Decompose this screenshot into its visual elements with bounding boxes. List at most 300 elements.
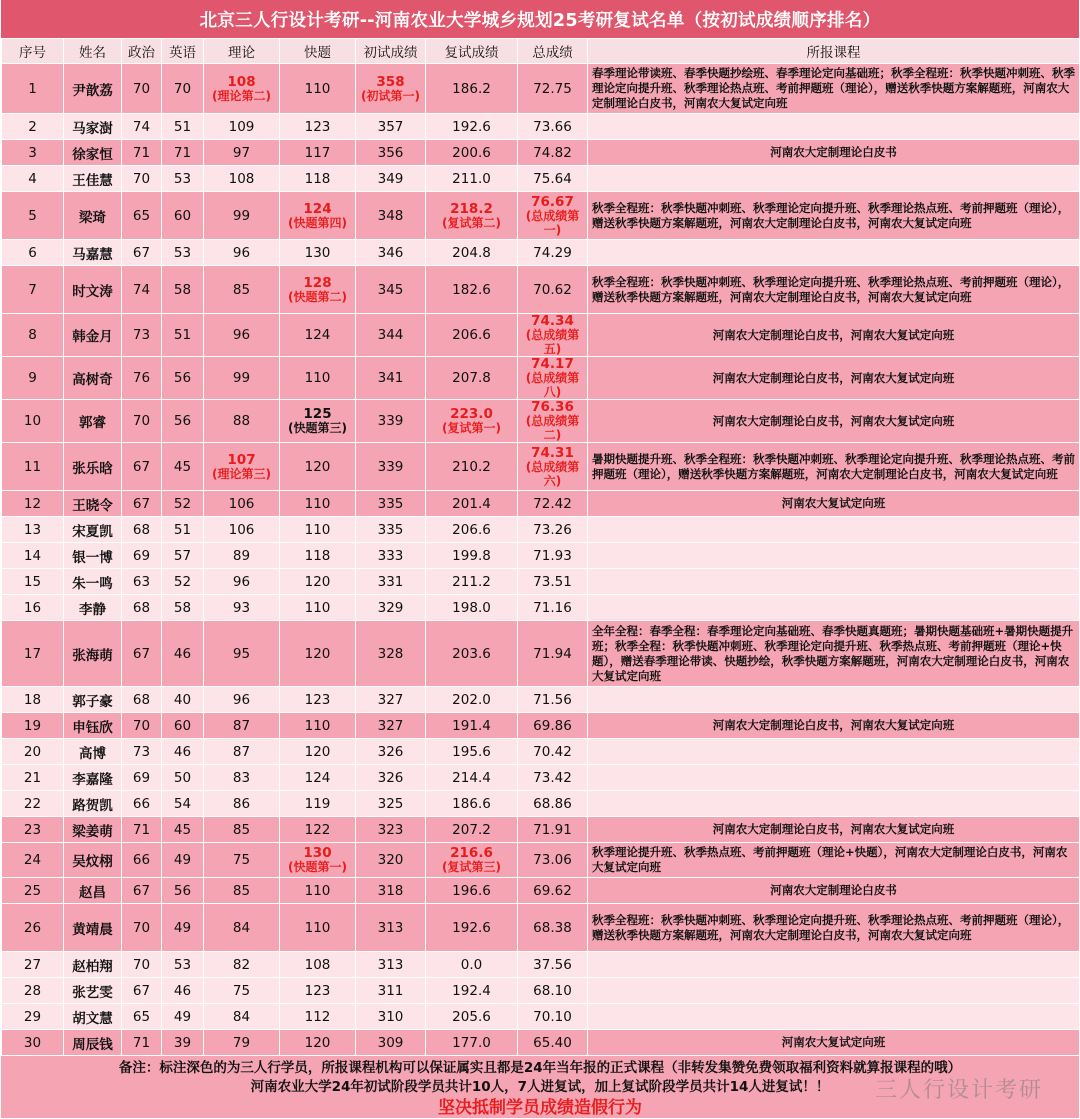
student-name: 赵柏翔 bbox=[64, 952, 122, 978]
course-list bbox=[588, 739, 1080, 765]
student-name: 吴炆栩 bbox=[64, 843, 122, 878]
retest-score: 182.6 bbox=[426, 266, 518, 314]
theory-score: 106 bbox=[204, 517, 280, 543]
total-score: 71.16 bbox=[518, 595, 588, 621]
total-score: 68.86 bbox=[518, 791, 588, 817]
english-score: 53 bbox=[162, 952, 204, 978]
english-score: 51 bbox=[162, 517, 204, 543]
retest-score: 206.6 bbox=[426, 314, 518, 357]
retest-score: 198.0 bbox=[426, 595, 518, 621]
total-score-note: (总成绩第八) bbox=[525, 371, 580, 399]
total-score-note: (总成绩第一) bbox=[525, 208, 580, 237]
total-score-note: (总成绩第六) bbox=[525, 459, 580, 488]
politics-score: 71 bbox=[122, 1030, 162, 1056]
row-number: 1 bbox=[2, 64, 64, 114]
row-number: 14 bbox=[2, 543, 64, 569]
retest-score: 199.8 bbox=[426, 543, 518, 569]
initial-score: 327 bbox=[356, 713, 426, 739]
header-row bbox=[2, 39, 1080, 64]
quick-design-score: 110 bbox=[280, 357, 356, 400]
row-number: 13 bbox=[2, 517, 64, 543]
english-score: 49 bbox=[162, 1004, 204, 1030]
english-score: 46 bbox=[162, 978, 204, 1004]
quick-design-score: 108 bbox=[280, 952, 356, 978]
total-score: 73.66 bbox=[518, 114, 588, 140]
total-score: 37.56 bbox=[518, 952, 588, 978]
quick-design-score-note: (快题第二) bbox=[288, 289, 347, 304]
retest-score-note: (复试第三) bbox=[442, 860, 501, 874]
politics-score: 68 bbox=[122, 687, 162, 713]
politics-score: 70 bbox=[122, 64, 162, 114]
initial-score: 327 bbox=[356, 687, 426, 713]
row-number: 30 bbox=[2, 1030, 64, 1056]
theory-score-value: 108 bbox=[227, 73, 256, 90]
initial-score: 331 bbox=[356, 569, 426, 595]
table-row bbox=[2, 739, 1080, 765]
retest-score-value: 216.6 bbox=[450, 845, 493, 861]
politics-score: 67 bbox=[122, 240, 162, 266]
total-score-value: 74.31 bbox=[531, 444, 574, 461]
theory-score: 75 bbox=[204, 843, 280, 878]
theory-score: 83 bbox=[204, 765, 280, 791]
quick-design-score-note: (快题第一) bbox=[288, 860, 347, 874]
total-score: 74.29 bbox=[518, 240, 588, 266]
total-score: 71.56 bbox=[518, 687, 588, 713]
course-list bbox=[588, 240, 1080, 266]
quick-design-score: 124 bbox=[280, 765, 356, 791]
course-list: 春季理论带读班、春季快题抄绘班、春季理论定向基础班；秋季全程班：秋季快题冲刺班、秋季理论定向提升班、秋季理论热点班、考前押题班（理论），赠送秋季快题方案解题班，河南农大定制理论白皮书，河南农大复试定向班 bbox=[588, 64, 1080, 114]
course-list: 秋季理论提升班、秋季热点班、考前押题班（理论+快题），河南农大定制理论白皮书，河南农大复试定向班 bbox=[588, 843, 1080, 878]
quick-design-score: 122 bbox=[280, 817, 356, 843]
theory-score: 96 bbox=[204, 687, 280, 713]
english-score: 49 bbox=[162, 843, 204, 878]
student-name: 胡文慧 bbox=[64, 1004, 122, 1030]
row-number: 6 bbox=[2, 240, 64, 266]
total-score: 73.26 bbox=[518, 517, 588, 543]
quick-design-score-value: 128 bbox=[303, 274, 332, 291]
quick-design-score: 123 bbox=[280, 114, 356, 140]
initial-score: 329 bbox=[356, 595, 426, 621]
total-score: 73.42 bbox=[518, 765, 588, 791]
theory-score-note: (理论第二) bbox=[212, 88, 271, 103]
retest-score: 186.6 bbox=[426, 791, 518, 817]
theory-score: 89 bbox=[204, 543, 280, 569]
quick-design-score bbox=[280, 266, 356, 314]
english-score: 46 bbox=[162, 739, 204, 765]
course-list: 河南农大定制理论白皮书，河南农大复试定向班 bbox=[588, 357, 1080, 400]
retest-score bbox=[426, 192, 518, 240]
table-row bbox=[2, 240, 1080, 266]
total-score: 74.82 bbox=[518, 140, 588, 166]
retest-score: 203.6 bbox=[426, 621, 518, 687]
student-name: 时文涛 bbox=[64, 266, 122, 314]
politics-score: 67 bbox=[122, 443, 162, 491]
student-name: 马家澍 bbox=[64, 114, 122, 140]
initial-score: 318 bbox=[356, 878, 426, 904]
row-number: 20 bbox=[2, 739, 64, 765]
quick-design-score: 123 bbox=[280, 978, 356, 1004]
course-list bbox=[588, 1004, 1080, 1030]
col-header: 姓名 bbox=[64, 39, 122, 64]
retest-score: 207.8 bbox=[426, 357, 518, 400]
student-name: 郭睿 bbox=[64, 400, 122, 443]
english-score: 60 bbox=[162, 192, 204, 240]
retest-score: 205.6 bbox=[426, 1004, 518, 1030]
table-row bbox=[2, 266, 1080, 314]
total-score: 73.06 bbox=[518, 843, 588, 878]
total-score bbox=[518, 443, 588, 491]
quick-design-score bbox=[280, 843, 356, 878]
english-score: 58 bbox=[162, 595, 204, 621]
initial-score: 313 bbox=[356, 904, 426, 952]
politics-score: 69 bbox=[122, 543, 162, 569]
student-name: 张乐晗 bbox=[64, 443, 122, 491]
row-number: 28 bbox=[2, 978, 64, 1004]
course-list bbox=[588, 687, 1080, 713]
quick-design-score: 112 bbox=[280, 1004, 356, 1030]
quick-design-score: 120 bbox=[280, 443, 356, 491]
course-list bbox=[588, 595, 1080, 621]
student-name: 韩金月 bbox=[64, 314, 122, 357]
politics-score: 67 bbox=[122, 878, 162, 904]
row-number: 18 bbox=[2, 687, 64, 713]
english-score: 49 bbox=[162, 904, 204, 952]
quick-design-score-note: (快题第四) bbox=[288, 215, 347, 230]
english-score: 39 bbox=[162, 1030, 204, 1056]
quick-design-score-note: (快题第三) bbox=[288, 421, 347, 435]
politics-score: 74 bbox=[122, 114, 162, 140]
initial-score bbox=[356, 64, 426, 114]
course-list: 河南农大定制理论白皮书，河南农大复试定向班 bbox=[588, 314, 1080, 357]
student-name: 尹歆荔 bbox=[64, 64, 122, 114]
student-name: 马嘉慧 bbox=[64, 240, 122, 266]
table-row bbox=[2, 140, 1080, 166]
initial-score: 313 bbox=[356, 952, 426, 978]
row-number: 25 bbox=[2, 878, 64, 904]
course-list: 秋季全程班：秋季快题冲刺班、秋季理论定向提升班、秋季理论热点班、考前押题班（理论），赠送秋季快题方案解题班，河南农大定制理论白皮书，河南农大复试定向班 bbox=[588, 192, 1080, 240]
politics-score: 69 bbox=[122, 765, 162, 791]
col-header: 快题 bbox=[280, 39, 356, 64]
retest-score bbox=[426, 400, 518, 443]
table-row bbox=[2, 517, 1080, 543]
row-number: 21 bbox=[2, 765, 64, 791]
retest-score: 177.0 bbox=[426, 1030, 518, 1056]
table-row bbox=[2, 765, 1080, 791]
row-number: 22 bbox=[2, 791, 64, 817]
theory-score: 95 bbox=[204, 621, 280, 687]
footer-note bbox=[1, 1056, 1079, 1118]
theory-score: 85 bbox=[204, 817, 280, 843]
row-number: 27 bbox=[2, 952, 64, 978]
row-number: 10 bbox=[2, 400, 64, 443]
total-score bbox=[518, 314, 588, 357]
politics-score: 70 bbox=[122, 952, 162, 978]
initial-score: 311 bbox=[356, 978, 426, 1004]
retest-score: 202.0 bbox=[426, 687, 518, 713]
student-name: 路贺凯 bbox=[64, 791, 122, 817]
theory-score: 97 bbox=[204, 140, 280, 166]
course-list bbox=[588, 765, 1080, 791]
theory-score: 75 bbox=[204, 978, 280, 1004]
initial-score: 326 bbox=[356, 765, 426, 791]
retest-score: 211.2 bbox=[426, 569, 518, 595]
course-list bbox=[588, 517, 1080, 543]
table-row bbox=[2, 443, 1080, 491]
theory-score: 108 bbox=[204, 166, 280, 192]
initial-score: 356 bbox=[356, 140, 426, 166]
total-score: 72.75 bbox=[518, 64, 588, 114]
table-row bbox=[2, 978, 1080, 1004]
course-list: 河南农大定制理论白皮书 bbox=[588, 140, 1080, 166]
politics-score: 67 bbox=[122, 621, 162, 687]
initial-score: 339 bbox=[356, 443, 426, 491]
retest-score: 214.4 bbox=[426, 765, 518, 791]
total-score: 68.38 bbox=[518, 904, 588, 952]
table-row bbox=[2, 569, 1080, 595]
student-name: 徐家恒 bbox=[64, 140, 122, 166]
course-list bbox=[588, 166, 1080, 192]
theory-score: 96 bbox=[204, 569, 280, 595]
table-row bbox=[2, 166, 1080, 192]
student-name: 周辰钱 bbox=[64, 1030, 122, 1056]
english-score: 53 bbox=[162, 166, 204, 192]
table-row bbox=[2, 1004, 1080, 1030]
table-row bbox=[2, 64, 1080, 114]
course-list: 河南农大定制理论白皮书，河南农大复试定向班 bbox=[588, 400, 1080, 443]
theory-score: 85 bbox=[204, 878, 280, 904]
theory-score-value: 107 bbox=[227, 451, 256, 468]
total-score bbox=[518, 400, 588, 443]
table-row bbox=[2, 791, 1080, 817]
politics-score: 70 bbox=[122, 904, 162, 952]
student-name: 宋夏凯 bbox=[64, 517, 122, 543]
retest-score: 192.6 bbox=[426, 114, 518, 140]
retest-score: 207.2 bbox=[426, 817, 518, 843]
student-name: 梁琦 bbox=[64, 192, 122, 240]
course-list: 秋季全程班：秋季快题冲刺班、秋季理论定向提升班、秋季理论热点班、考前押题班（理论），赠送秋季快题方案解题班，河南农大定制理论白皮书，河南农大复试定向班 bbox=[588, 266, 1080, 314]
theory-score: 82 bbox=[204, 952, 280, 978]
course-list: 暑期快题提升班、秋季全程班：秋季快题冲刺班、秋季理论定向提升班、秋季理论热点班、考前押题班（理论），赠送秋季快题方案解题班，河南农大定制理论白皮书，河南农大复试定向班 bbox=[588, 443, 1080, 491]
table-row bbox=[2, 878, 1080, 904]
initial-score-note: (初试第一) bbox=[361, 88, 420, 103]
total-score bbox=[518, 357, 588, 400]
quick-design-score: 117 bbox=[280, 140, 356, 166]
theory-score: 99 bbox=[204, 192, 280, 240]
quick-design-score: 123 bbox=[280, 687, 356, 713]
row-number: 23 bbox=[2, 817, 64, 843]
quick-design-score: 118 bbox=[280, 543, 356, 569]
table-row bbox=[2, 595, 1080, 621]
theory-score bbox=[204, 443, 280, 491]
english-score: 56 bbox=[162, 357, 204, 400]
retest-score bbox=[426, 843, 518, 878]
theory-score: 109 bbox=[204, 114, 280, 140]
student-name: 郭子豪 bbox=[64, 687, 122, 713]
politics-score: 63 bbox=[122, 569, 162, 595]
course-list: 河南农大复试定向班 bbox=[588, 491, 1080, 517]
initial-score: 326 bbox=[356, 739, 426, 765]
initial-score: 357 bbox=[356, 114, 426, 140]
student-name: 赵昌 bbox=[64, 878, 122, 904]
row-number: 8 bbox=[2, 314, 64, 357]
total-score-note: (总成绩第五) bbox=[525, 328, 580, 356]
total-score bbox=[518, 192, 588, 240]
total-score-note: (总成绩第二) bbox=[525, 414, 580, 442]
student-name: 高树奇 bbox=[64, 357, 122, 400]
english-score: 40 bbox=[162, 687, 204, 713]
theory-score: 106 bbox=[204, 491, 280, 517]
quick-design-score-value: 124 bbox=[303, 200, 332, 217]
english-score: 54 bbox=[162, 791, 204, 817]
row-number: 15 bbox=[2, 569, 64, 595]
english-score: 60 bbox=[162, 713, 204, 739]
english-score: 52 bbox=[162, 569, 204, 595]
politics-score: 68 bbox=[122, 595, 162, 621]
total-score: 73.51 bbox=[518, 569, 588, 595]
initial-score: 335 bbox=[356, 517, 426, 543]
sheet-title: 北京三人行设计考研--河南农业大学城乡规划25考研复试名单（按初试成绩顺序排名） bbox=[1, 0, 1079, 38]
retest-score: 210.2 bbox=[426, 443, 518, 491]
col-header: 总成绩 bbox=[518, 39, 588, 64]
student-name: 朱一鸣 bbox=[64, 569, 122, 595]
retest-score: 204.8 bbox=[426, 240, 518, 266]
course-list bbox=[588, 569, 1080, 595]
english-score: 58 bbox=[162, 266, 204, 314]
course-list: 河南农大定制理论白皮书 bbox=[588, 878, 1080, 904]
politics-score: 67 bbox=[122, 978, 162, 1004]
english-score: 52 bbox=[162, 491, 204, 517]
theory-score: 79 bbox=[204, 1030, 280, 1056]
initial-score: 346 bbox=[356, 240, 426, 266]
initial-score: 328 bbox=[356, 621, 426, 687]
table-row bbox=[2, 904, 1080, 952]
initial-score: 335 bbox=[356, 491, 426, 517]
quick-design-score: 110 bbox=[280, 517, 356, 543]
english-score: 71 bbox=[162, 140, 204, 166]
table-row bbox=[2, 192, 1080, 240]
politics-score: 73 bbox=[122, 739, 162, 765]
initial-score: 333 bbox=[356, 543, 426, 569]
initial-score: 325 bbox=[356, 791, 426, 817]
politics-score: 65 bbox=[122, 192, 162, 240]
total-score: 70.42 bbox=[518, 739, 588, 765]
student-name: 张海萌 bbox=[64, 621, 122, 687]
student-name: 张艺雯 bbox=[64, 978, 122, 1004]
course-list: 河南农大定制理论白皮书，河南农大复试定向班 bbox=[588, 817, 1080, 843]
quick-design-score: 120 bbox=[280, 1030, 356, 1056]
row-number: 26 bbox=[2, 904, 64, 952]
retest-score: 196.6 bbox=[426, 878, 518, 904]
theory-score: 93 bbox=[204, 595, 280, 621]
course-list: 秋季全程班：秋季快题冲刺班、秋季理论定向提升班、秋季理论热点班、考前押题班（理论），赠送秋季快题方案解题班，河南农大定制理论白皮书，河南农大复试定向班 bbox=[588, 904, 1080, 952]
initial-score: 344 bbox=[356, 314, 426, 357]
quick-design-score: 110 bbox=[280, 491, 356, 517]
retest-score: 192.6 bbox=[426, 904, 518, 952]
row-number: 29 bbox=[2, 1004, 64, 1030]
student-name: 李嘉隆 bbox=[64, 765, 122, 791]
theory-score: 88 bbox=[204, 400, 280, 443]
retest-score-note: (复试第一) bbox=[442, 421, 501, 435]
total-score: 69.62 bbox=[518, 878, 588, 904]
theory-score: 96 bbox=[204, 314, 280, 357]
footer-line-2: 河南农业大学24年初试阶段学员共计10人，7人进复试，加上复试阶段学员共计14人进复试！！ bbox=[250, 1079, 830, 1095]
retest-score: 192.4 bbox=[426, 978, 518, 1004]
table-row bbox=[2, 1030, 1080, 1056]
row-number: 4 bbox=[2, 166, 64, 192]
footer-slogan: 坚决抵制学员成绩造假行为 bbox=[438, 1098, 642, 1118]
english-score: 50 bbox=[162, 765, 204, 791]
total-score: 71.94 bbox=[518, 621, 588, 687]
theory-score: 84 bbox=[204, 1004, 280, 1030]
table-body bbox=[2, 64, 1080, 1056]
score-table bbox=[1, 38, 1080, 1056]
student-name: 梁姜萌 bbox=[64, 817, 122, 843]
table-row bbox=[2, 357, 1080, 400]
row-number: 3 bbox=[2, 140, 64, 166]
quick-design-score: 110 bbox=[280, 904, 356, 952]
course-list: 河南农大定制理论白皮书，河南农大复试定向班 bbox=[588, 713, 1080, 739]
politics-score: 68 bbox=[122, 517, 162, 543]
politics-score: 70 bbox=[122, 166, 162, 192]
initial-score: 320 bbox=[356, 843, 426, 878]
col-header: 英语 bbox=[162, 39, 204, 64]
retest-score-value: 218.2 bbox=[450, 200, 493, 217]
total-score-value: 74.17 bbox=[531, 356, 574, 372]
score-sheet bbox=[1, 0, 1079, 1118]
english-score: 45 bbox=[162, 443, 204, 491]
total-score: 70.10 bbox=[518, 1004, 588, 1030]
theory-score: 84 bbox=[204, 904, 280, 952]
total-score: 75.64 bbox=[518, 166, 588, 192]
row-number: 7 bbox=[2, 266, 64, 314]
quick-design-score: 120 bbox=[280, 621, 356, 687]
quick-design-score: 110 bbox=[280, 595, 356, 621]
course-list: 全年全程：春季全程：春季理论定向基础班、春季快题真题班；暑期快题基础班+暑期快题提升班；秋季全程：秋季快题冲刺班、秋季理论定向提升班、秋季热点班、考前押题班（理论+快题），赠送春季理论带读、快题抄绘，秋季快题方案解题班，河南农大定制理论白皮书，河南农大复试定向班 bbox=[588, 621, 1080, 687]
quick-design-score bbox=[280, 192, 356, 240]
total-score: 65.40 bbox=[518, 1030, 588, 1056]
theory-score: 86 bbox=[204, 791, 280, 817]
col-header: 所报课程 bbox=[588, 39, 1080, 64]
quick-design-score: 120 bbox=[280, 739, 356, 765]
table-row bbox=[2, 817, 1080, 843]
quick-design-score: 130 bbox=[280, 240, 356, 266]
english-score: 70 bbox=[162, 64, 204, 114]
theory-score: 87 bbox=[204, 739, 280, 765]
quick-design-score: 118 bbox=[280, 166, 356, 192]
politics-score: 65 bbox=[122, 1004, 162, 1030]
retest-score: 186.2 bbox=[426, 64, 518, 114]
course-list bbox=[588, 543, 1080, 569]
total-score: 70.62 bbox=[518, 266, 588, 314]
student-name: 王晓令 bbox=[64, 491, 122, 517]
student-name: 黄靖晨 bbox=[64, 904, 122, 952]
theory-score: 99 bbox=[204, 357, 280, 400]
row-number: 16 bbox=[2, 595, 64, 621]
quick-design-score: 110 bbox=[280, 713, 356, 739]
theory-score-note: (理论第三) bbox=[212, 466, 271, 481]
total-score-value: 76.36 bbox=[531, 399, 574, 415]
course-list bbox=[588, 114, 1080, 140]
initial-score: 309 bbox=[356, 1030, 426, 1056]
quick-design-score bbox=[280, 400, 356, 443]
student-name: 高博 bbox=[64, 739, 122, 765]
table-row bbox=[2, 543, 1080, 569]
table-row bbox=[2, 952, 1080, 978]
english-score: 56 bbox=[162, 400, 204, 443]
total-score: 72.42 bbox=[518, 491, 588, 517]
row-number: 11 bbox=[2, 443, 64, 491]
politics-score: 74 bbox=[122, 266, 162, 314]
